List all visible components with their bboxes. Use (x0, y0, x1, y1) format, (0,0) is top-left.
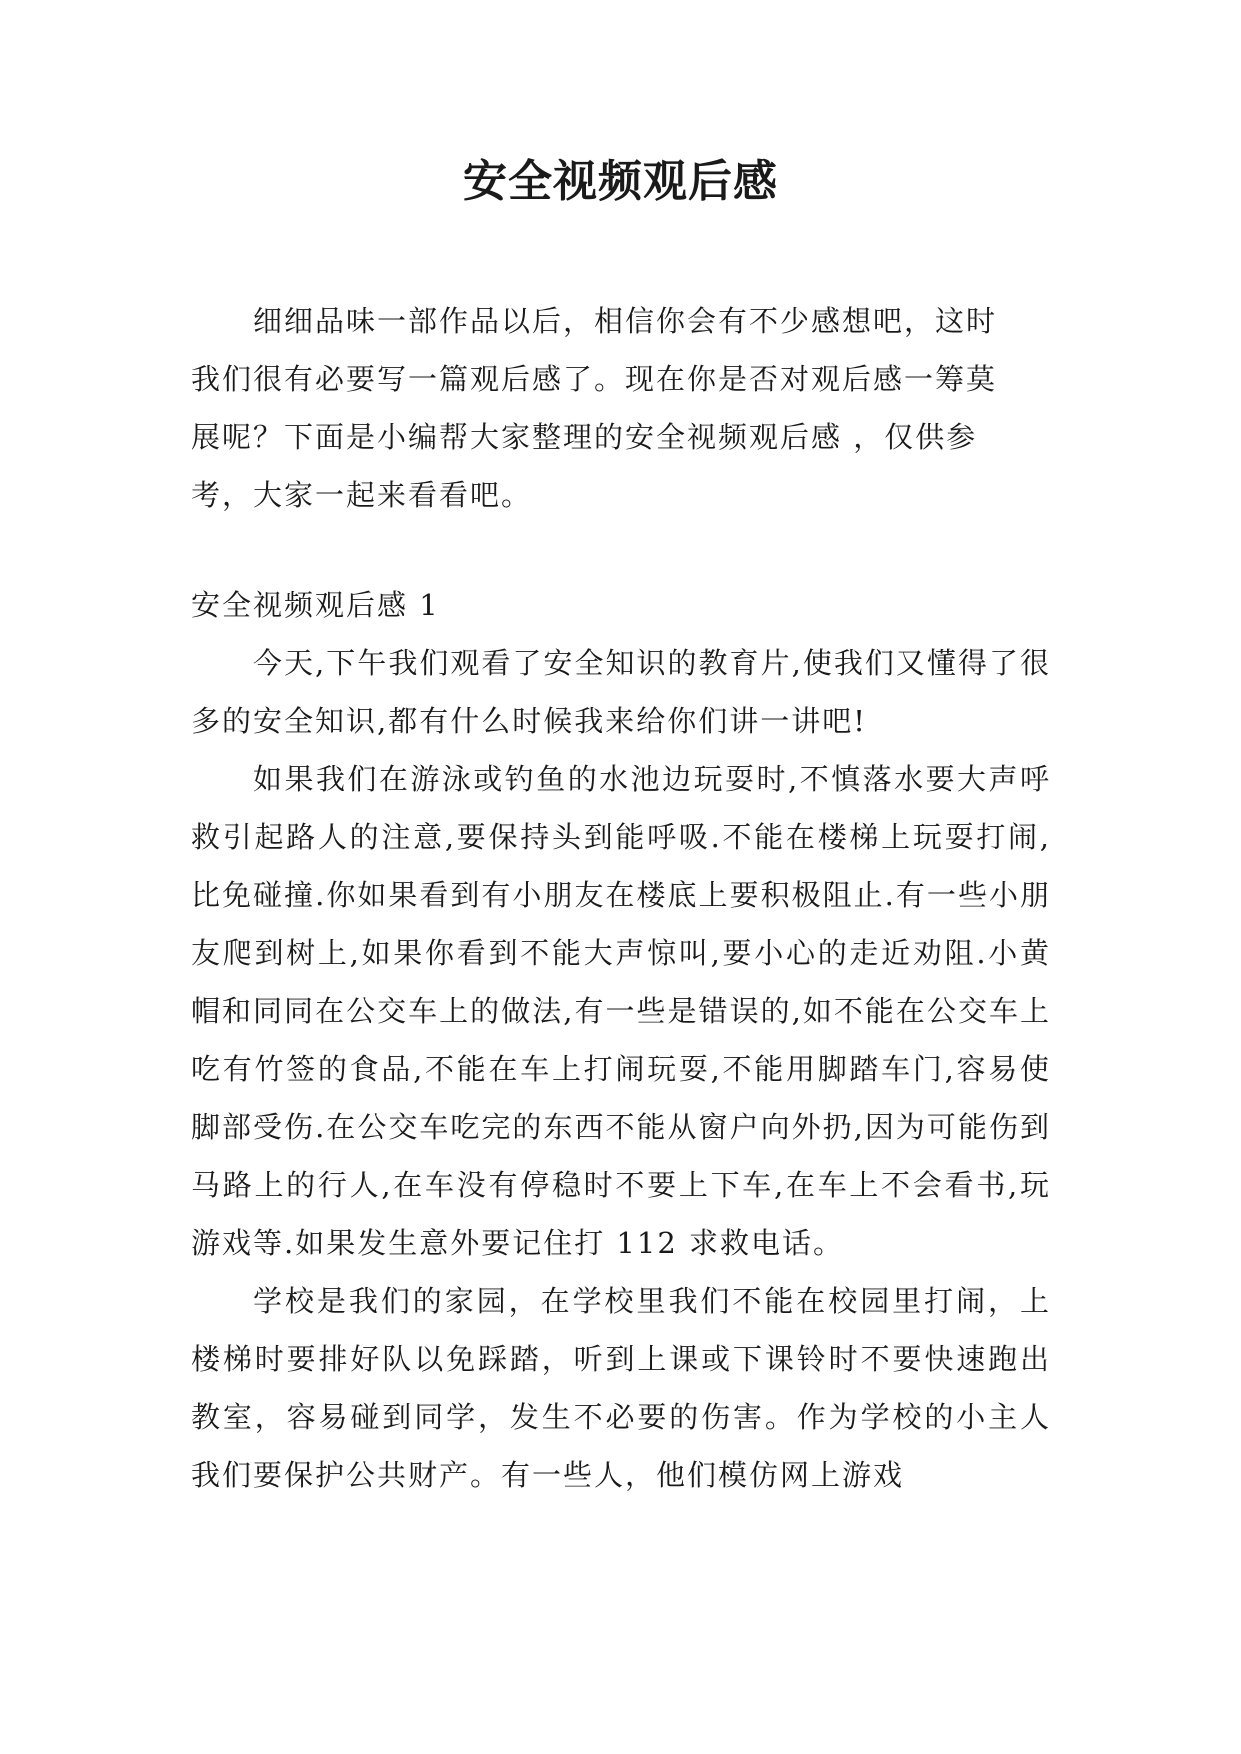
body-paragraph: 学校是我们的家园，在学校里我们不能在校园里打闹，上楼梯时要排好队以免踩踏，听到上课或下课铃时不要快速跑出教室，容易碰到同学，发生不必要的伤害。作为学校的小主人我们要保护公共财产。有一些人，他们模仿网上游戏 (191, 1284, 1051, 1492)
intro-line: 展呢？下面是小编帮大家整理的安全视频观后感 ，仅供参 (191, 420, 978, 454)
body-paragraph: 如果我们在游泳或钓鱼的水池边玩耍时,不慎落水要大声呼救引起路人的注意,要保持头到能呼吸.不能在楼梯上玩耍打闹,比免碰撞.你如果看到有小朋友在楼底上要积极阻止.有一些小朋友爬到树上,如果你看到不能大声惊叫,要小心的走近劝阻.小黄帽和同同在公交车上的做法,有一些是错误的,如不能在公交车上吃有竹签的食品,不能在车上打闹玩耍,不能用脚踏车门,容易使脚部受伤.在公交车吃完的东西不能从窗户向外扔,因为可能伤到马路上的行人,在车没有停稳时不要上下车,在车上不会看书,玩游戏等.如果发生意外要记住打 112 求救电话。 (191, 762, 1051, 1260)
body-paragraph: 今天,下午我们观看了安全知识的教育片,使我们又懂得了很多的安全知识,都有什么时候我来给你们讲一讲吧! (191, 646, 1051, 738)
intro-paragraph (191, 292, 1051, 524)
document-title: 安全视频观后感 (463, 156, 778, 207)
intro-line: 我们很有必要写一篇观后感了。现在你是否对观后感一筹莫 (191, 362, 998, 396)
section-heading: 安全视频观后感 1 (191, 588, 440, 622)
intro-line: 细细品味一部作品以后，相信你会有不少感想吧，这时 (253, 304, 998, 338)
intro-line: 考，大家一起来看看吧。 (191, 478, 533, 512)
document-body (191, 292, 1051, 1504)
